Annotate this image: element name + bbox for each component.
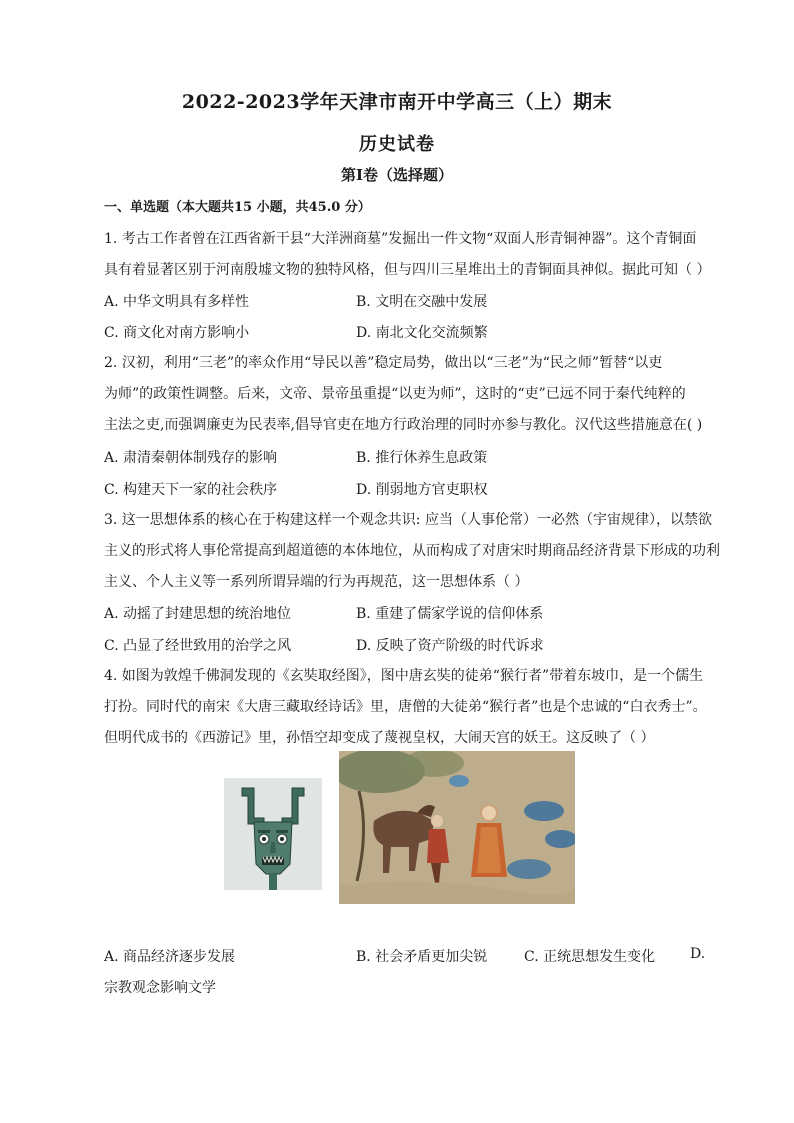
question-3-option-a[interactable]: A. 动摇了封建思想的统治地位 — [104, 606, 292, 622]
question-line: 2. 汉初，利用“三老”的率众作用“导民以善”稳定局势，做出以“三老”为“民之师”暂替“以吏 — [104, 355, 663, 371]
exam-subtitle: 历史试卷 — [359, 134, 435, 155]
question-4-option-d-label[interactable]: D. — [690, 946, 706, 962]
question-3-option-c[interactable]: C. 凸显了经世致用的治学之风 — [104, 638, 292, 654]
volume-title: 第I卷（选择题） — [340, 166, 454, 184]
question-4-option-a[interactable]: A. 商品经济逐步发展 — [104, 949, 236, 965]
question-2-option-a[interactable]: A. 肃清秦朝体制残存的影响 — [104, 450, 278, 466]
question-4-option-c[interactable]: C. 正统思想发生变化 — [524, 949, 656, 965]
xuanzang-painting-image — [339, 751, 575, 904]
question-1-option-c[interactable]: C. 商文化对南方影响小 — [104, 325, 250, 341]
question-line: 主义、个人主义等一系列所谓异端的行为再规范，这一思想体系（ ） — [104, 574, 529, 590]
question-line: 3. 这一思想体系的核心在于构建这样一个观念共识: 应当（人事伦常）一必然（宇宙规律），以禁欲 — [104, 512, 712, 528]
question-line: 主义的形式将人事伦常提高到超道德的本体地位，从而构成了对唐宋时期商品经济背景下形成的功利 — [104, 543, 720, 559]
question-line: 打扮。同时代的南宋《大唐三藏取经诗话》里，唐僧的大徒弟“猴行者”也是个忠诚的“白衣秀士”。 — [104, 699, 707, 715]
question-line: 但明代成书的《西游记》里，孙悟空却变成了蔑视皇权，大闹天宫的妖王。这反映了（ ） — [104, 730, 655, 746]
question-1-option-a[interactable]: A. 中华文明具有多样性 — [104, 294, 250, 310]
question-1-option-b[interactable]: B. 文明在交融中发展 — [356, 294, 488, 310]
question-line: 为师”的政策性调整。后来，文帝、景帝虽重提“以吏为师”，这时的“吏”已远不同于秦代纯粹的 — [104, 386, 686, 402]
question-4-option-b[interactable]: B. 社会矛盾更加尖锐 — [356, 949, 488, 965]
question-line: 主法之吏,而强调廉吏为民表率,倡导官吏在地方行政治理的同时亦参与教化。汉代这些措施意在( ) — [104, 417, 703, 433]
question-line: 4. 如图为敦煌千佛洞发现的《玄奘取经图》，图中唐玄奘的徒弟“猴行者”带着东坡巾，是一个儒生 — [104, 668, 704, 684]
question-2-option-c[interactable]: C. 构建天下一家的社会秩序 — [104, 482, 278, 498]
question-3-option-b[interactable]: B. 重建了儒家学说的信仰体系 — [356, 606, 544, 622]
question-2-option-b[interactable]: B. 推行休养生息政策 — [356, 450, 488, 466]
section-heading: 一、单选题（本大题共15 小题，共45.0 分） — [104, 200, 371, 215]
question-2-option-d[interactable]: D. 削弱地方官吏职权 — [356, 482, 488, 498]
question-line: 具有着显著区别于河南殷墟文物的独特风格，但与四川三星堆出土的青铜面具神似。据此可知（ ） — [104, 262, 711, 278]
question-2-stem — [104, 348, 744, 441]
question-line: 1. 考古工作者曾在江西省新干县“大洋洲商墓”发掘出一件文物“双面人形青铜神器”。这个青铜面 — [104, 231, 697, 247]
exam-title: 2022-2023学年天津市南开中学高三（上）期末 — [181, 91, 613, 113]
question-4-option-d-text[interactable]: 宗教观念影响文学 — [104, 980, 216, 996]
question-4-stem — [104, 661, 744, 754]
question-3-option-d[interactable]: D. 反映了资产阶级的时代诉求 — [356, 638, 544, 654]
question-1-option-d[interactable]: D. 南北文化交流频繁 — [356, 325, 488, 341]
question-3-stem — [104, 505, 744, 598]
question-1-stem — [104, 224, 744, 286]
bronze-mask-image — [224, 778, 322, 890]
